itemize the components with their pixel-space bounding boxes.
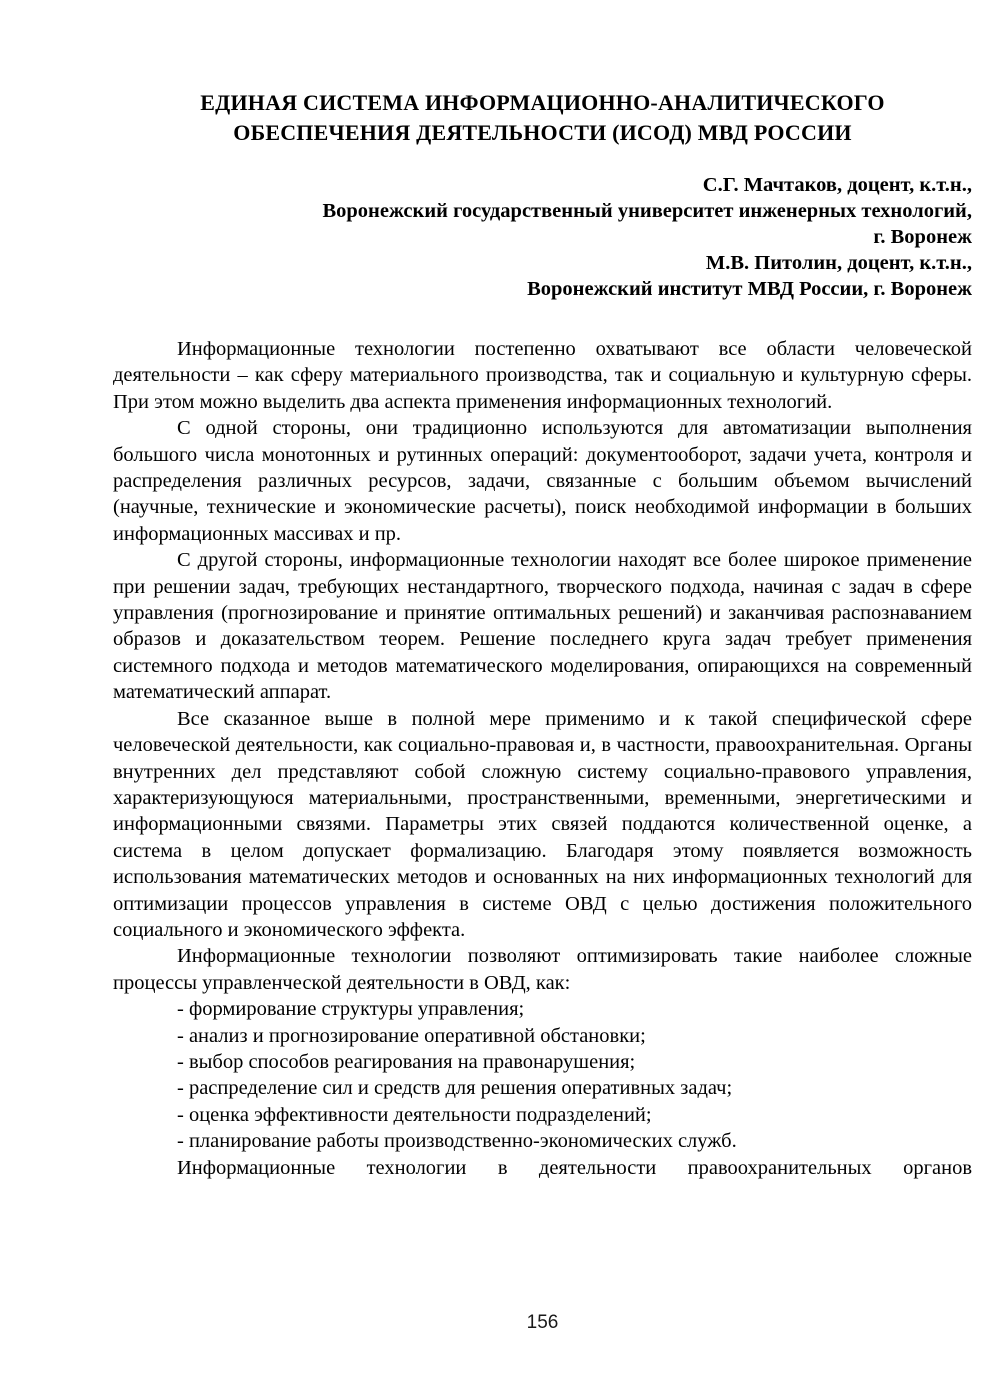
continuation-paragraph: Информационные технологии в деятельности правоохранительных органов bbox=[177, 1156, 972, 1179]
author-affiliation-2: Воронежский институт МВД России, г. Воронеж bbox=[527, 278, 972, 300]
page-number: 156 bbox=[526, 1312, 559, 1333]
author-city-1: г. Воронеж bbox=[873, 226, 972, 248]
author-line-1: С.Г. Мачтаков, доцент, к.т.н., bbox=[702, 174, 972, 196]
paper-title-line-2: ОБЕСПЕЧЕНИЯ ДЕЯТЕЛЬНОСТИ (ИСОД) МВД РОССИИ bbox=[233, 120, 852, 145]
paragraph-5: Информационные технологии позволяют оптимизировать такие наиболее сложные процессы управленческой деятельности в ОВД, как: bbox=[113, 945, 972, 994]
list-item-6: - планирование работы производственно-экономических служб. bbox=[177, 1130, 737, 1153]
paragraph-4: Все сказанное выше в полной мере применимо и к такой специфической сфере человеческой деятельности, как социально-правовая и, в частности, правоохранительная. Органы внутренних дел представляют собой сложную систему социально-правового управления, характеризующуюся материальными, пространственными, временными, энергетическими и информационными связями. Параметры этих связей поддаются количественной оценке, а система в целом допускает формализацию. Благодаря этому появляется возможность использования математических методов и основанных на них информационных технологий для оптимизации процессов управления в системе ОВД с целью достижения положительного социального и экономического эффекта. bbox=[113, 707, 972, 941]
authors-block bbox=[113, 172, 972, 302]
paper-title bbox=[113, 88, 972, 148]
list-item-3: - выбор способов реагирования на правонарушения; bbox=[177, 1050, 636, 1073]
list-item-2: - анализ и прогнозирование оперативной обстановки; bbox=[177, 1024, 646, 1047]
author-affiliation-1: Воронежский государственный университет инженерных технологий, bbox=[322, 200, 972, 222]
list-item-1: - формирование структуры управления; bbox=[177, 998, 525, 1021]
list-item-5: - оценка эффективности деятельности подразделений; bbox=[177, 1103, 652, 1126]
paragraph-1: Информационные технологии постепенно охватывают все области человеческой деятельности – как сферу материального производства, так и социальную и культурную сферы. При этом можно выделить два аспекта применения информационных технологий. bbox=[113, 338, 972, 413]
article-body bbox=[113, 336, 972, 1181]
paragraph-2: С одной стороны, они традиционно используются для автоматизации выполнения большого числа монотонных и рутинных операций: документооборот, задачи учета, контроля и распределения различных ресурсов, задачи, связанные с большим объемом вычислений (научные, технические и экономические расчеты), поиск необходимой информации в больших информационных массивах и пр. bbox=[113, 417, 972, 545]
list-item-4: - распределение сил и средств для решения оперативных задач; bbox=[177, 1077, 733, 1100]
author-line-2: М.В. Питолин, доцент, к.т.н., bbox=[705, 252, 972, 274]
paper-title-line-1: ЕДИНАЯ СИСТЕМА ИНФОРМАЦИОННО-АНАЛИТИЧЕСКОГО bbox=[200, 90, 885, 115]
paragraph-3: С другой стороны, информационные технологии находят все более широкое применение при решении задач, требующих нестандартного, творческого подхода, начиная с задач в сфере управления (прогнозирование и принятие оптимальных решений) и заканчивая распознаванием образов и доказательством теорем. Решение последнего круга задач требует применения системного подхода и методов математического моделирования, опирающихся на современный математический аппарат. bbox=[113, 549, 972, 704]
